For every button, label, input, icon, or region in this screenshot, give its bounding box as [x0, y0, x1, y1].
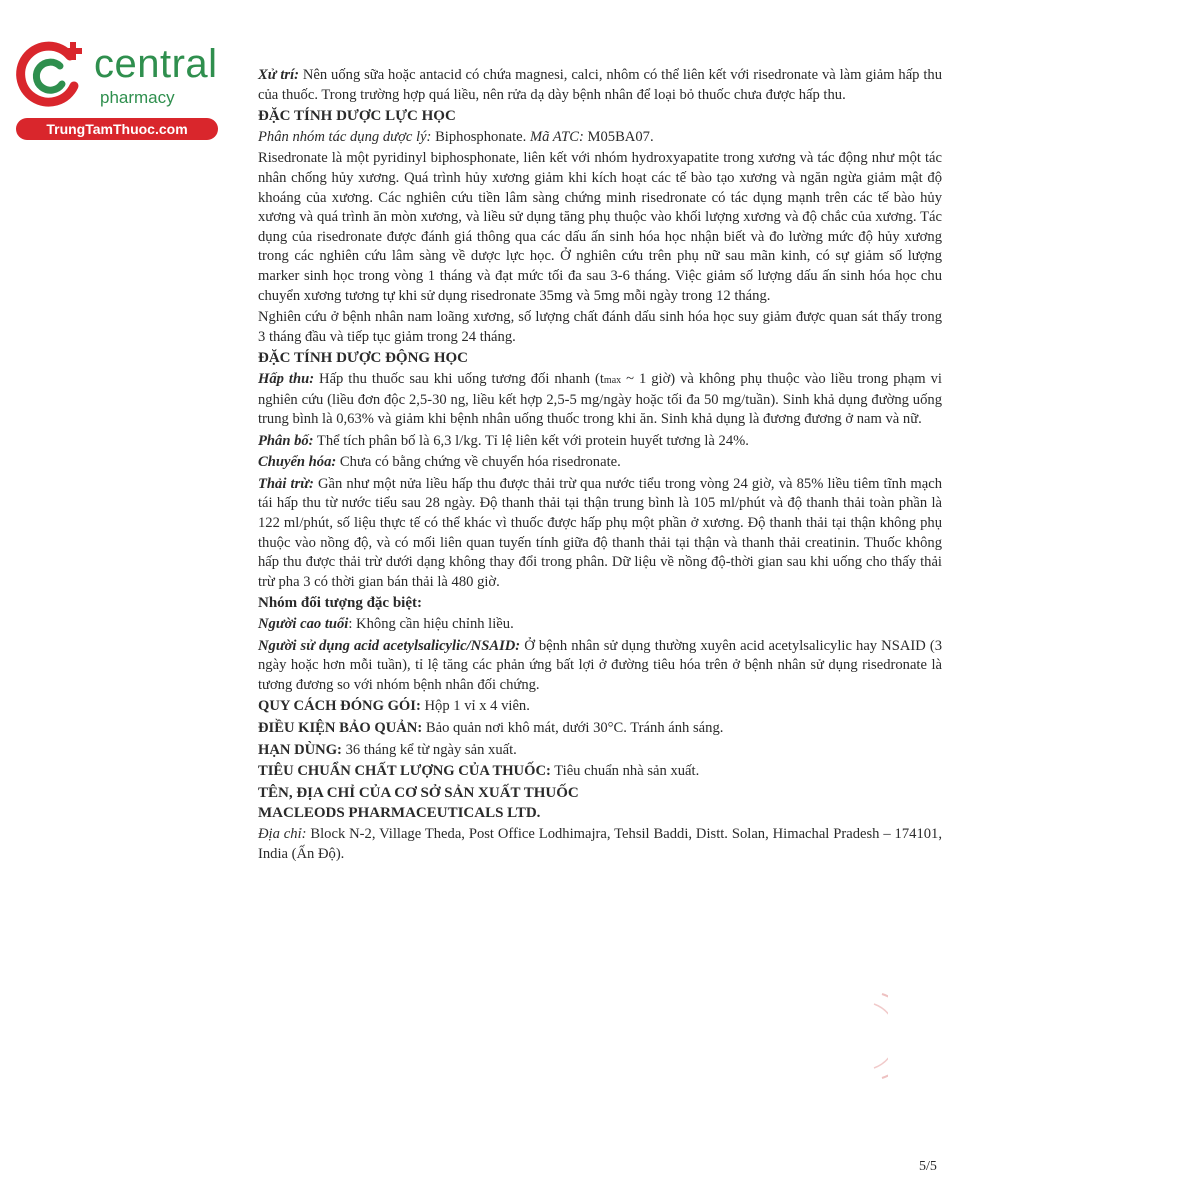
text-treatment: Nên uống sữa hoặc antacid có chứa magnesi, calci, nhôm có thể liên kết với risedronate và làm giảm hấp thu của thuốc. Trong trường hợp quá liều, nên rửa dạ dày bệnh nhân để loại bỏ thuốc chưa được hấp thu.	[258, 67, 942, 103]
page-number: 5/5	[919, 1159, 937, 1174]
company-stamp-icon	[842, 990, 888, 1082]
label-storage: ĐIỀU KIỆN BẢO QUẢN:	[258, 720, 423, 736]
text-storage: Bảo quản nơi khô mát, dưới 30°C. Tránh ánh sáng.	[422, 720, 724, 736]
quality-standard-line	[258, 762, 942, 782]
distribution-paragraph	[258, 432, 942, 452]
label-group: Phân nhóm tác dụng dược lý:	[258, 128, 432, 145]
male-study-paragraph: Nghiên cứu ở bệnh nhân nam loãng xương, số lượng chất đánh dấu sinh hóa học suy giảm được quan sát thấy trong 3 tháng đầu và tiếp tục giảm trong 24 tháng.	[258, 309, 942, 345]
document-body	[258, 66, 942, 866]
label-metabolism: Chuyển hóa:	[258, 454, 337, 471]
shelf-life-line	[258, 741, 942, 761]
brand-logo	[8, 34, 228, 144]
label-elimination: Thải trừ:	[258, 475, 314, 492]
manufacturer-address	[258, 825, 942, 864]
central-pharmacy-logo-icon	[14, 38, 88, 112]
text-metabolism: Chưa có bằng chứng về chuyển hóa risedronate.	[336, 454, 621, 471]
metabolism-paragraph	[258, 453, 942, 473]
pharmacologic-group-paragraph	[258, 128, 942, 148]
elimination-paragraph	[258, 475, 942, 593]
text-absorption-a: Hấp thu thuốc sau khi uống tương đối nhanh (t	[314, 370, 604, 387]
label-treatment: Xử trí:	[258, 67, 299, 83]
label-absorption: Hấp thu:	[258, 370, 315, 387]
label-elderly: Người cao tuổi	[258, 616, 349, 633]
text-shelf-life: 36 tháng kể từ ngày sản xuất.	[341, 741, 517, 758]
label-atc: Mã ATC:	[529, 128, 584, 145]
mechanism-paragraph: Risedronate là một pyridinyl biphosphonate, liên kết với nhóm hydroxyapatite trong xương và tác động như một tác nhân chống hủy xương. Quá trình hủy xương giảm khi kích hoạt các tế bào tạo xương và ngăn ngừa giảm mật độ khoáng của xương. Các nghiên cứu tiền lâm sàng chứng minh risedronate có tác dụng mạnh trên các tế bào hủy xương và quá trình ăn mòn xương, và liều sử dụng tăng phụ thuộc vào khối lượng xương và độ chắc của xương. Tác dụng của risedronate được đánh giá thông qua các dấu ấn sinh hóa học nhận biết và đo lường mức độ hủy xương trong các nghiên cứu lâm sàng về dược lực học. Ở nghiên cứu trên phụ nữ sau mãn kinh, có sự giảm số lượng marker sinh học trong vòng 1 tháng và đạt mức tối đa sau 3-6 tháng. Việc giảm số lượng dấu ấn sinh hóa học chu chuyển xương tương tự khi sử dụng risedronate 35mg và 5mg mỗi ngày trong 12 tháng.	[258, 150, 942, 304]
label-packaging: QUY CÁCH ĐÓNG GÓI:	[258, 698, 421, 715]
label-address: Địa chỉ:	[258, 825, 307, 842]
text-distribution: Thể tích phân bố là 6,3 l/kg. Tỉ lệ liên kết với protein huyết tương là 24%.	[313, 432, 749, 449]
tmax-subscript: max	[603, 374, 622, 386]
absorption-paragraph	[258, 370, 942, 430]
brand-subtitle: pharmacy	[100, 88, 175, 107]
nsaid-paragraph	[258, 637, 942, 696]
brand-url-badge: TrungTamThuoc.com	[16, 118, 218, 140]
label-distribution: Phân bố:	[258, 432, 314, 449]
heading-special-populations: Nhóm đối tượng đặc biệt:	[258, 595, 422, 612]
label-quality: TIÊU CHUẨN CHẤT LƯỢNG CỦA THUỐC:	[258, 763, 551, 780]
manufacturer-name: MACLEODS PHARMACEUTICALS LTD.	[258, 805, 541, 822]
packaging-line	[258, 697, 942, 717]
heading-pharmacodynamics: ĐẶC TÍNH DƯỢC LỰC HỌC	[258, 108, 456, 125]
text-elderly: : Không cần hiệu chỉnh liều.	[348, 616, 514, 633]
text-atc: M05BA07.	[583, 128, 654, 145]
heading-manufacturer: TÊN, ĐỊA CHỈ CỦA CƠ SỞ SẢN XUẤT THUỐC	[258, 784, 579, 801]
label-shelf-life: HẠN DÙNG:	[258, 741, 342, 758]
text-quality: Tiêu chuẩn nhà sản xuất.	[550, 763, 700, 780]
overdose-treatment-paragraph	[258, 66, 942, 105]
elderly-paragraph	[258, 615, 942, 635]
heading-pharmacokinetics: ĐẶC TÍNH DƯỢC ĐỘNG HỌC	[258, 350, 469, 367]
label-nsaid: Người sử dụng acid acetylsalicylic/NSAID:	[258, 637, 521, 654]
text-packaging: Hộp 1 vỉ x 4 viên.	[420, 698, 530, 715]
text-address: Block N-2, Village Theda, Post Office Lodhimajra, Tehsil Baddi, Distt. Solan, Himachal Pradesh – 174101, India (Ấn Độ).	[258, 825, 942, 862]
text-absorption-b: ~ 1 giờ) và không phụ thuộc vào liều trong phạm vi nghiên cứu (liều đơn độc 2,5-30 ng, liều kết hợp 2,5-5 mg/ngày hoặc tối đa 50 mg/tuần). Sinh khả dụng đường uống trung bình là 0,63% và giảm khi bệnh nhân uống thuốc trong khi ăn. Sinh khả dụng là đương đương ở nam và nữ.	[258, 370, 942, 428]
brand-name: central	[94, 42, 218, 86]
text-elimination: Gần như một nửa liều hấp thu được thải trừ qua nước tiểu trong vòng 24 giờ, và 85% liều tiêm tĩnh mạch tái hấp thu từ nước tiểu sau 28 ngày. Độ thanh thải tại thận trung bình là 105 ml/phút và độ thanh thải toàn phần là 122 ml/phút, số liệu thực tế có thể khác vì thuốc được hấp phụ một phần ở xương. Độ thanh thải tại thận không phụ thuộc vào nồng độ, và có mối liên quan tuyến tính giữa độ thanh thải tại thận và thanh thải creatinin. Thuốc không hấp thu được thải trừ dưới dạng không thay đổi trong phân. Dữ liệu về nồng độ-thời gian sau khi uống cho thấy thải trừ pha 3 có thời gian bán thải là 480 giờ.	[258, 475, 942, 590]
text-nsaid: Ở bệnh nhân sử dụng thường xuyên acid acetylsalicylic hay NSAID (3 ngày hoặc hơn mỗi tuần), tỉ lệ tăng các phản ứng bất lợi ở đường tiêu hóa trên ở bệnh nhân sử dụng risedronate là tương đương so với nhóm bệnh nhân đối chứng.	[258, 637, 942, 693]
text-group: Biphosphonate.	[431, 128, 530, 145]
storage-line	[258, 719, 942, 739]
